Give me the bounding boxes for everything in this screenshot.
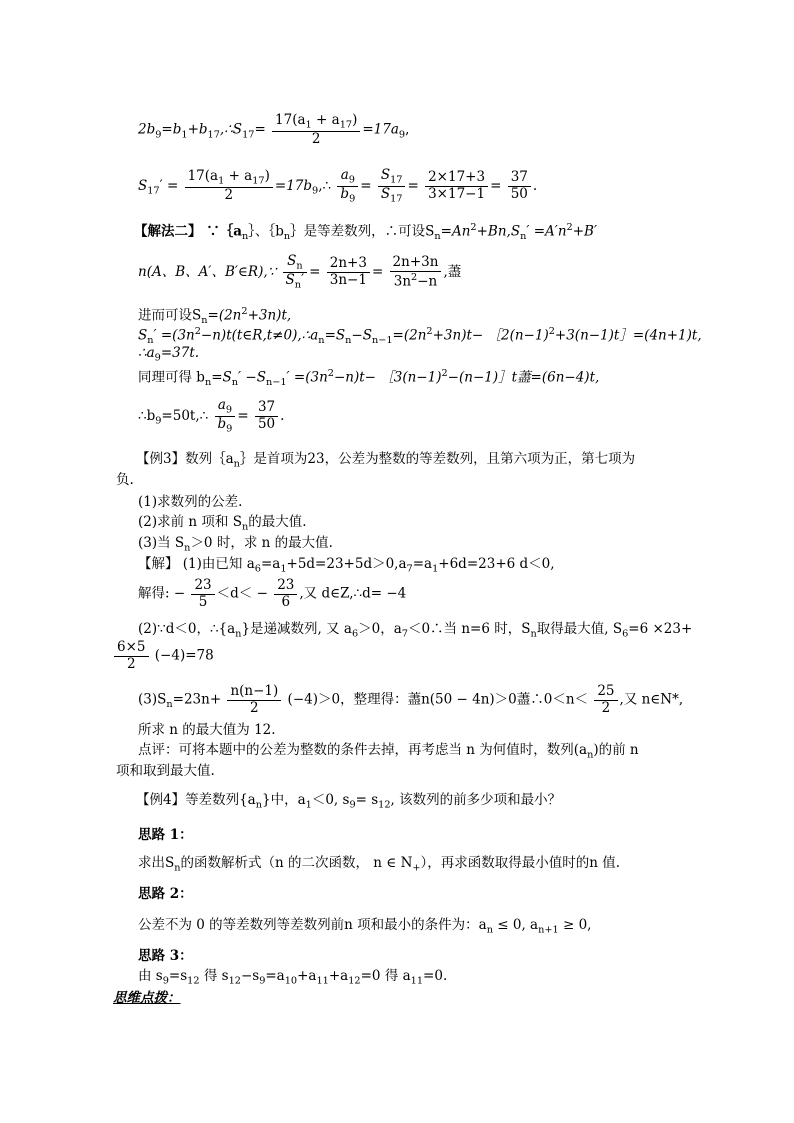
line-10: 【例3】数列$\{a_n\}$是首项为23，公差为整数的等差数列，且第六项为正，第七项为: [136, 451, 636, 470]
fraction: $\frac{37}{50}$: [255, 400, 278, 432]
line-30: 思维点拨：: [113, 990, 181, 1006]
fraction: $\frac{2n+3n}{3n^2-n}$: [390, 255, 442, 290]
line-1: $2b_9=b_1+b_{17},\therefore S_{17}=$ $\frac{17(a_1 + a_{17})}{2}$ $=17a_9$,: [138, 112, 410, 147]
fraction: $\frac{23}{6}$: [274, 578, 297, 610]
line-18: $\frac{6\times 5}{2}$ (−4)=78: [112, 640, 214, 672]
fraction: $\frac{2\times 17+3}{3\times 17-1}$: [425, 170, 488, 202]
fraction: $\frac{2n+3}{3n-1}$: [327, 256, 370, 288]
line-13: (2)求前 n 项和 $S_n$的最大值.: [138, 514, 307, 533]
fraction: $\frac{n(n-1)}{2}$: [227, 684, 281, 716]
line-16: 解得: − $\frac{23}{5}$ ＜d＜ − $\frac{23}{6}$ ,又 d∈Z,∴d= −4: [138, 577, 407, 610]
fraction: $\frac{23}{5}$: [191, 578, 214, 610]
line-27: 公差不为 0 的等差数列等差数列前n 项和最小的条件为：$a_n \le 0$, $a_{n+1} \ge 0$,: [138, 917, 592, 936]
line-22: 项和取到最大值.: [116, 763, 215, 779]
fraction: $\frac{S_n}{S_n'}$: [283, 254, 308, 291]
line-17: (2)∵d＜0，$\therefore\{a_n\}$是递减数列, 又 $a_6>0$，$a_7<0\therefore$当 n=6 时，$S_n$取得最大值, $S_6=6 \times 23+$: [138, 621, 693, 640]
fraction: $\frac{6\times 5}{2}$: [114, 640, 149, 672]
line-29: 由 $s_9=s_{12}$ 得 $s_{12}-s_9=a_{10}+a_{11}+a_{12}=0$ 得 $a_{11}=0$.: [138, 968, 448, 987]
fraction: $\frac{S_{17}}{S_{17}}$: [378, 168, 406, 205]
line-12: (1)求数列的公差.: [138, 494, 243, 510]
line-8: 同理可得 $b_n=S_n' -S_{n-1}' =(3n^2-n)t-$ $[3(n-1)^2-(n-1)]t$藎=(6n−4)t,: [138, 368, 600, 389]
line-9: $\therefore b_9=50t,\therefore$ $\frac{a_9}{b_9}$ = $\frac{37}{50}$ .: [138, 397, 285, 435]
fraction: $\frac{25}{2}$: [594, 684, 617, 716]
fraction: $\frac{37}{50}$: [508, 170, 531, 202]
line-14: (3)当 $S_n>0$ 时，求 n 的最大值.: [138, 535, 333, 554]
fraction: $\frac{a_9}{b_9}$: [215, 398, 236, 435]
line-4: n(A、B、A′、B′∈R),∵ $\frac{S_n}{S_n'}$ = $\frac{2n+3}{3n-1}$ = $\frac{2n+3n}{3n^2-n}$ ,藎: [138, 253, 462, 291]
line-7: $\therefore a_9=37t$.: [138, 345, 200, 364]
line-5: 进而可设$S_n=(2n^2+3n)t$,: [138, 306, 292, 327]
line-28: 思路 3：: [138, 948, 193, 964]
fraction: $\frac{17(a_1 + a_{17})}{2}$: [272, 113, 360, 147]
line-21: 点评：可将本题中的公差为整数的条件去掉，再考虑当 n 为何值时，数列$(a_n)$的前 n: [138, 742, 639, 761]
line-2: $S_{17}'$ = $\frac{17(a_1 + a_{17})}{2}$ $=17b_9,\therefore$ $\frac{a_9}{b_9}$ = $\frac{S_{17}}{S_{17}}$ = $\frac{2\times 17+3}{3\times 17-1}$ = $\frac{37}{50}$ .: [138, 167, 538, 205]
line-15: 【解】 (1)由已知 $a_6=a_1+5d=23+5d>0,a_7=a_1+6d=23+6$ d＜0,: [138, 556, 555, 575]
fraction: $\frac{17(a_1 + a_{17})}{2}$: [185, 169, 273, 203]
line-6: $S_n'$ $=(3n^2-n)t(t\in R,t\ne 0),\therefore a_n=S_n-S_{n-1}=(2n^2+3n)t-$ $[2(n-1)^2+3(n-1)t]=(4n+1)t$,: [138, 326, 702, 347]
line-11: 负.: [116, 472, 134, 488]
line-23: 【例4】等差数列$\{a_n\}$中，$a_1<0$, $s_9= s_{12}$, 该数列的前多少项和最小？: [136, 792, 562, 811]
line-24: 思路 1：: [138, 827, 193, 843]
line-20: 所求 n 的最大值为 12.: [138, 722, 276, 738]
line-3: 【解法二】 $\because\{a_n\}$、$\{b_n\}$是等差数列，∴可设$S_n=An^2+Bn,S_n' =A'n^2+B'$: [134, 222, 598, 243]
line-25: 求出$S_n$的函数解析式（n 的二次函数， n ∈ $N_+$），再求函数取得最小值时的n 值.: [138, 855, 621, 874]
fraction: $\frac{a_9}{b_9}$: [337, 168, 358, 205]
line-19: $(3)S_n=23n+$ $\frac{n(n-1)}{2}$ (−4)＞0，整理得：藎n(50 − 4n)＞0藎∴0＜n＜ $\frac{25}{2}$ ,又 n∈N*,: [138, 683, 684, 716]
line-26: 思路 2：: [138, 886, 193, 902]
